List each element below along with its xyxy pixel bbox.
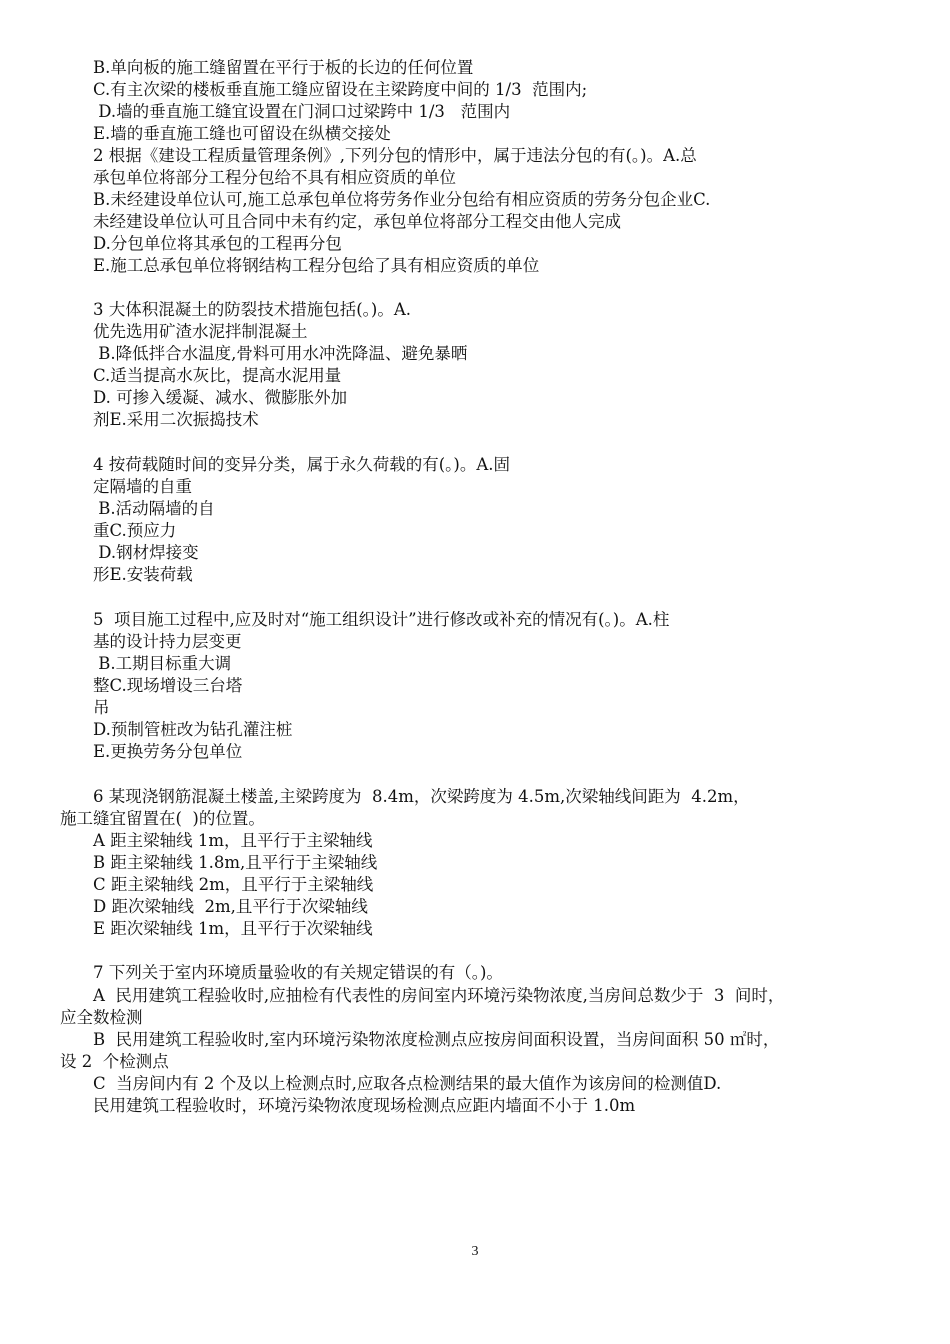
text-line-d-wall-joint: D.墙的垂直施工缝宜设置在门洞口过梁跨中 1/3 范围内	[93, 102, 511, 121]
question-4-option-b: B.活动隔墙的自	[93, 499, 215, 518]
question-3-option-c: C.适当提高水灰比，提高水泥用量	[93, 366, 342, 385]
question-3-line-1: 3 大体积混凝土的防裂技术措施包括(。)。A.	[93, 300, 412, 319]
question-4-option-e: 形E.安装荷载	[93, 565, 193, 584]
question-6-option-e: E 距次梁轴线 1m，且平行于次梁轴线	[93, 919, 373, 938]
question-4-option-a: 定隔墙的自重	[93, 477, 192, 496]
text-line-b-one-way-slab: B.单向板的施工缝留置在平行于板的长边的任何位置	[93, 58, 474, 77]
question-2-option-d: D.分包单位将其承包的工程再分包	[93, 234, 342, 253]
question-3-option-a: 优先选用矿渣水泥拌制混凝土	[93, 322, 308, 341]
question-5-option-e: E.更换劳务分包单位	[93, 742, 243, 761]
question-6-line-1: 6 某现浇钢筋混凝土楼盖,主梁跨度为 8.4m，次梁跨度为 4.5m,次梁轴线间距为 4.2m，	[93, 787, 750, 806]
question-5-option-c: 整C.现场增设三台塔	[93, 676, 243, 695]
question-7-line-1: 7 下列关于室内环境质量验收的有关规定错误的有（。)。	[93, 963, 503, 982]
question-7-option-b-cont: 设 2 个检测点	[60, 1052, 169, 1071]
question-3-option-b: B.降低拌合水温度,骨料可用水冲洗降温、避免暴晒	[93, 344, 468, 363]
question-7-option-a: A 民用建筑工程验收时,应抽检有代表性的房间室内环境污染物浓度,当房间总数少于 3 间时，	[93, 986, 785, 1005]
page-number: 3	[471, 1244, 479, 1259]
question-2-line-4: 未经建设单位认可且合同中未有约定，承包单位将部分工程交由他人完成	[93, 212, 621, 231]
question-5-line-1: 5 项目施工过程中,应及时对“施工组织设计”进行修改或补充的情况有(。)。A.柱	[93, 610, 670, 629]
question-2-line-2: 承包单位将部分工程分包给不具有相应资质的单位	[93, 168, 456, 187]
question-7-option-d: 民用建筑工程验收时，环境污染物浓度现场检测点应距内墙面不小于 1.0m	[93, 1096, 636, 1115]
question-6-option-b: B 距主梁轴线 1.8m,且平行于主梁轴线	[93, 853, 378, 872]
question-4-option-d: D.钢材焊接变	[93, 543, 199, 562]
question-5-option-c-cont: 吊	[93, 698, 110, 717]
question-2-line-3: B.未经建设单位认可,施工总承包单位将劳务作业分包给有相应资质的劳务分包企业C.	[93, 190, 711, 209]
question-2-line-1: 2 根据《建设工程质量管理条例》,下列分包的情形中，属于违法分包的有(。)。A.总	[93, 146, 697, 165]
text-line-e-wall-joint: E.墙的垂直施工缝也可留设在纵横交接处	[93, 124, 391, 143]
question-6-option-c: C 距主梁轴线 2m，且平行于主梁轴线	[93, 875, 374, 894]
question-7-option-a-cont: 应全数检测	[60, 1008, 143, 1027]
question-3-option-d: D. 可掺入缓凝、减水、微膨胀外加	[93, 388, 348, 407]
question-6-option-d: D 距次梁轴线 2m,且平行于次梁轴线	[93, 897, 368, 916]
question-4-line-1: 4 按荷载随时间的变异分类，属于永久荷载的有(。)。A.固	[93, 455, 511, 474]
question-5-option-b: B.工期目标重大调	[93, 654, 232, 673]
text-line-c-main-secondary-beam: C.有主次梁的楼板垂直施工缝应留设在主梁跨度中间的 1/3 范围内;	[93, 80, 588, 99]
question-5-option-a: 基的设计持力层变更	[93, 632, 242, 651]
question-3-option-e: 剂E.采用二次振捣技术	[93, 410, 259, 429]
question-7-option-c: C 当房间内有 2 个及以上检测点时,应取各点检测结果的最大值作为该房间的检测值D.	[93, 1074, 722, 1093]
question-2-option-e: E.施工总承包单位将钢结构工程分包给了具有相应资质的单位	[93, 256, 540, 275]
question-6-option-a: A 距主梁轴线 1m，且平行于主梁轴线	[93, 831, 373, 850]
question-7-option-b: B 民用建筑工程验收时,室内环境污染物浓度检测点应按房间面积设置，当房间面积 50 ㎡时，	[93, 1030, 780, 1049]
question-5-option-d: D.预制管桩改为钻孔灌注桩	[93, 720, 293, 739]
question-6-line-2: 施工缝宜留置在( )的位置。	[60, 809, 265, 828]
question-4-option-c: 重C.预应力	[93, 521, 177, 540]
